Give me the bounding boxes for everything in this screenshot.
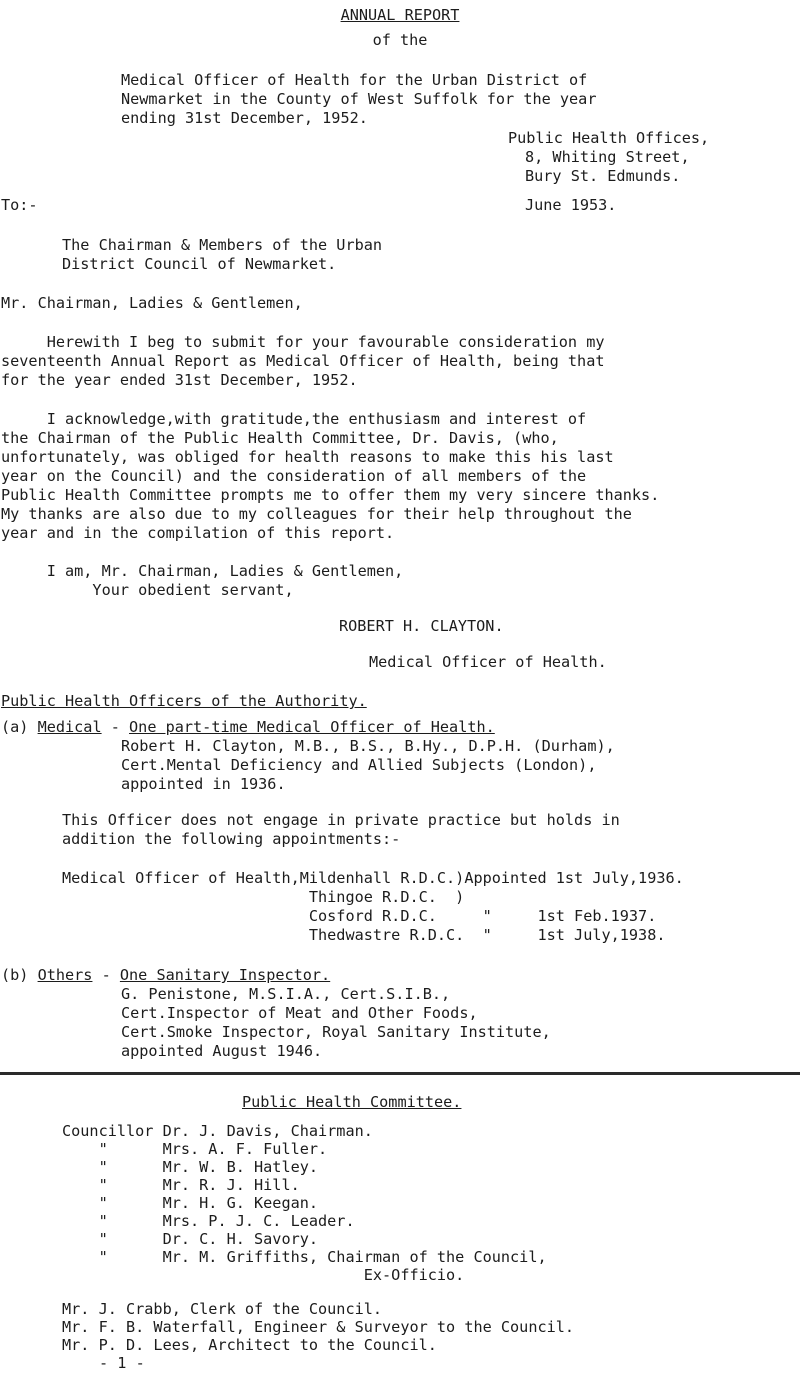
entry-prefix: (a): [1, 718, 38, 736]
committee-member: Ex-Officio.: [62, 1266, 465, 1284]
detail-line: appointed August 1946.: [121, 1042, 323, 1060]
committee-member: " Mrs. A. F. Fuller.: [62, 1140, 328, 1158]
report-date: June 1953.: [525, 196, 617, 214]
entry-role: One Sanitary Inspector.: [119, 966, 331, 984]
staff-line: Mr. J. Crabb, Clerk of the Council.: [62, 1300, 383, 1318]
paragraph-line: My thanks are also due to my colleagues for their help throughout the: [1, 505, 632, 523]
entry-role: One part-time Medical Officer of Health.: [129, 718, 495, 736]
page-number: - 1 -: [99, 1354, 145, 1372]
paragraph-line: year on the Council) and the consideration of all members of the: [1, 467, 587, 485]
paragraph-line: unfortunately, was obliged for health reasons to make this his last: [1, 448, 614, 466]
detail-line: Cert.Mental Deficiency and Allied Subjects (London),: [121, 756, 597, 774]
addressee-line: The Chairman & Members of the Urban: [62, 236, 383, 254]
note-line: This Officer does not engage in private practice but holds in: [62, 811, 620, 829]
committee-member: " Mrs. P. J. C. Leader.: [62, 1212, 355, 1230]
appointment-line: Cosford R.D.C. " 1st Feb.1937.: [62, 907, 657, 925]
to-label: To:-: [1, 196, 38, 214]
staff-line: Mr. F. B. Waterfall, Engineer & Surveyor to the Council.: [62, 1318, 575, 1336]
medical-officer-entry: [1, 718, 495, 737]
intro-line: Newmarket in the County of West Suffolk for the year: [121, 90, 597, 108]
detail-line: Robert H. Clayton, M.B., B.S., B.Hy., D.P.H. (Durham),: [121, 737, 615, 755]
committee-member: " Mr. M. Griffiths, Chairman of the Council,: [62, 1248, 547, 1266]
detail-line: G. Penistone, M.S.I.A., Cert.S.I.B.,: [121, 985, 451, 1003]
entry-dash: -: [101, 718, 130, 736]
paragraph-line: Public Health Committee prompts me to offer them my very sincere thanks.: [1, 486, 660, 504]
staff-line: Mr. P. D. Lees, Architect to the Council.: [62, 1336, 437, 1354]
paragraph-line: seventeenth Annual Report as Medical Officer of Health, being that: [1, 352, 605, 370]
salutation: Mr. Chairman, Ladies & Gentlemen,: [1, 294, 303, 312]
signature-name: ROBERT H. CLAYTON.: [339, 617, 504, 635]
paragraph-line: year and in the compilation of this report.: [1, 524, 395, 542]
entry-prefix: (b): [1, 966, 38, 984]
intro-line: ending 31st December, 1952.: [121, 109, 368, 127]
entry-category: Medical: [37, 718, 102, 736]
entry-dash: -: [92, 966, 120, 984]
officers-heading: Public Health Officers of the Authority.: [1, 692, 367, 710]
committee-member: " Mr. W. B. Hatley.: [62, 1158, 319, 1176]
signature-title: Medical Officer of Health.: [369, 653, 607, 671]
entry-category: Others: [37, 966, 93, 984]
committee-member: Councillor Dr. J. Davis, Chairman.: [62, 1122, 373, 1140]
intro-line: Medical Officer of Health for the Urban District of: [121, 71, 588, 89]
paragraph-line: the Chairman of the Public Health Committee, Dr. Davis, (who,: [1, 429, 559, 447]
committee-heading: Public Health Committee.: [242, 1093, 462, 1111]
report-subtitle: of the: [372, 31, 428, 49]
detail-line: appointed in 1936.: [121, 775, 286, 793]
address-line: Bury St. Edmunds.: [525, 167, 681, 185]
address-line: Public Health Offices,: [508, 129, 710, 147]
appointment-line: Medical Officer of Health,Mildenhall R.D.C.)Appointed 1st July,1936.: [62, 869, 684, 887]
committee-member: " Mr. R. J. Hill.: [62, 1176, 300, 1194]
paragraph-line: Herewith I beg to submit for your favourable consideration my: [1, 333, 605, 351]
paragraph-line: for the year ended 31st December, 1952.: [1, 371, 358, 389]
address-line: 8, Whiting Street,: [525, 148, 690, 166]
appointment-line: Thingoe R.D.C. ): [62, 888, 465, 906]
closing-line: I am, Mr. Chairman, Ladies & Gentlemen,: [1, 562, 404, 580]
report-title: ANNUAL REPORT: [340, 6, 460, 24]
note-line: addition the following appointments:-: [62, 830, 401, 848]
paragraph-line: I acknowledge,with gratitude,the enthusiasm and interest of: [1, 410, 587, 428]
committee-member: " Dr. C. H. Savory.: [62, 1230, 319, 1248]
sanitary-inspector-entry: [1, 966, 330, 985]
appointment-line: Thedwastre R.D.C. " 1st July,1938.: [62, 926, 666, 944]
addressee-line: District Council of Newmarket.: [62, 255, 337, 273]
detail-line: Cert.Inspector of Meat and Other Foods,: [121, 1004, 478, 1022]
section-divider: [0, 1072, 800, 1075]
committee-member: " Mr. H. G. Keegan.: [62, 1194, 319, 1212]
detail-line: Cert.Smoke Inspector, Royal Sanitary Institute,: [121, 1023, 551, 1041]
closing-line: Your obedient servant,: [1, 581, 294, 599]
